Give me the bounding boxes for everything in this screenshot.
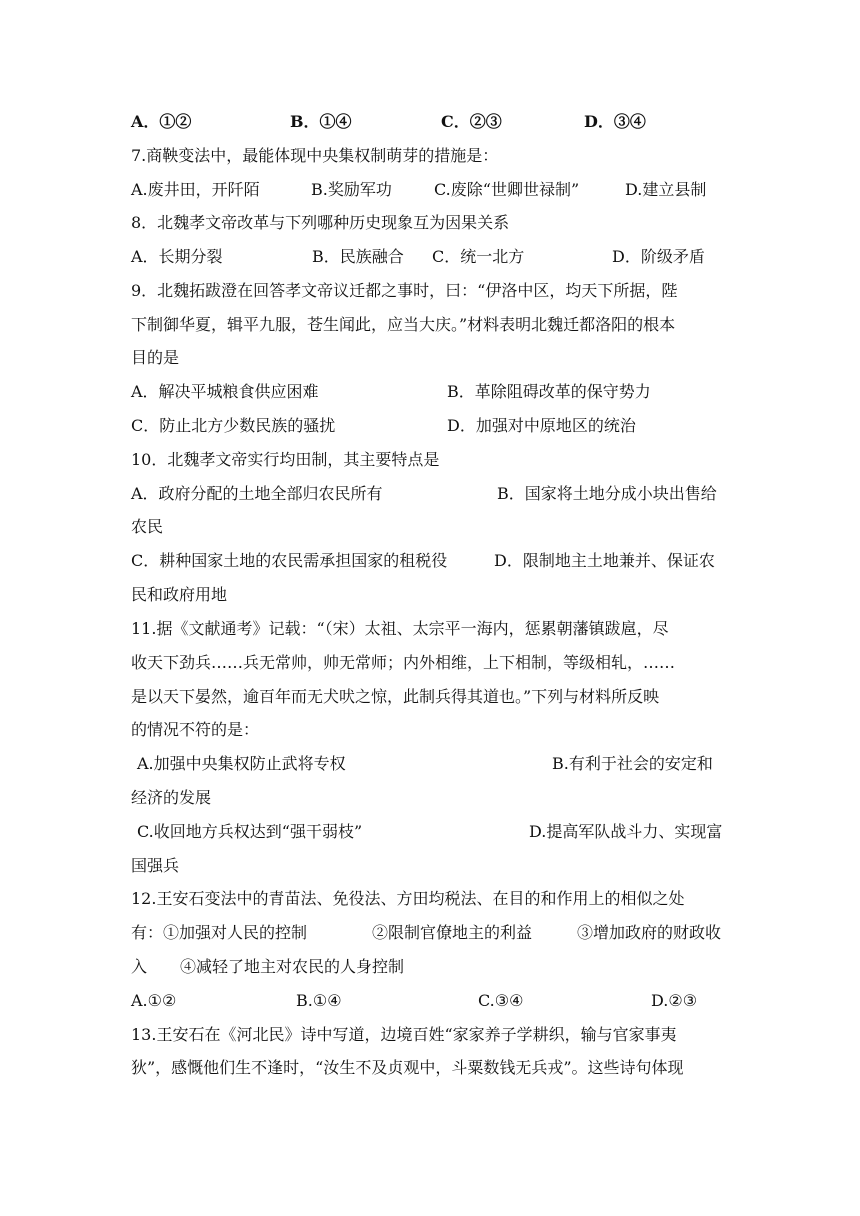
q12-option-d: D.②③ bbox=[651, 991, 698, 1010]
q6-option-b: B．①④ bbox=[290, 112, 352, 131]
q7-option-a: A.废井田，开阡陌 bbox=[131, 180, 260, 199]
q12-option-c: C.③④ bbox=[478, 991, 524, 1010]
q12-item-4: ④减轻了地主对农民的人身控制 bbox=[180, 957, 405, 976]
q11-option-a: A.加强中央集权防止武将专权 bbox=[137, 754, 346, 773]
q6-option-a: A．①② bbox=[131, 112, 192, 131]
q10-option-d: D．限制地主土地兼并、保证农 bbox=[494, 551, 715, 570]
q10-option-a: A．政府分配的土地全部归农民所有 bbox=[131, 484, 383, 503]
q12-option-a: A.①② bbox=[131, 991, 177, 1010]
q12-item-2: ②限制官僚地主的利益 bbox=[372, 923, 533, 942]
q12-item-3-wrap: 入 bbox=[131, 957, 148, 976]
q8-option-c: C．统一北方 bbox=[432, 247, 525, 266]
q9-stem-line-3: 目的是 bbox=[131, 348, 180, 367]
q12-item-1: 有：①加强对人民的控制 bbox=[131, 923, 308, 942]
q11-option-b: B.有利于社会的安定和 bbox=[552, 754, 713, 773]
q9-option-a: A．解决平城粮食供应困难 bbox=[131, 382, 319, 401]
q8-stem: 8．北魏孝文帝改革与下列哪种历史现象互为因果关系 bbox=[131, 213, 510, 232]
q11-option-c: C.收回地方兵权达到“强干弱枝” bbox=[137, 822, 363, 841]
q11-stem-line-2: 收天下劲兵……兵无常帅，帅无常师；内外相维，上下相制，等级相轧，…… bbox=[131, 653, 676, 672]
q7-option-b: B.奖励军功 bbox=[311, 180, 392, 199]
q7-option-c: C.废除“世卿世禄制” bbox=[434, 180, 580, 199]
q10-option-d-wrap: 民和政府用地 bbox=[131, 585, 228, 604]
q8-option-b: B．民族融合 bbox=[312, 247, 404, 266]
q13-stem-line-1: 13.王安石在《河北民》诗中写道，边境百姓“家家养子学耕织，输与官家事夷 bbox=[131, 1025, 677, 1044]
q9-stem-line-1: 9．北魏拓跋澄在回答孝文帝议迁都之事时，曰：“伊洛中区，均天下所据，陛 bbox=[131, 281, 678, 300]
q8-option-a: A．长期分裂 bbox=[131, 247, 223, 266]
q8-option-d: D．阶级矛盾 bbox=[612, 247, 705, 266]
q11-option-d: D.提高军队战斗力、实现富 bbox=[529, 822, 723, 841]
q7-option-d: D.建立县制 bbox=[625, 180, 707, 199]
q11-stem-line-3: 是以天下晏然，逾百年而无犬吠之惊，此制兵得其道也。”下列与材料所反映 bbox=[131, 687, 660, 706]
q9-stem-line-2: 下制御华夏，辑平九服，苍生闻此，应当大庆。”材料表明北魏迁都洛阳的根本 bbox=[131, 315, 676, 334]
q9-option-c: C．防止北方少数民族的骚扰 bbox=[131, 416, 336, 435]
q10-option-b-wrap: 农民 bbox=[131, 517, 164, 536]
q12-item-3: ③增加政府的财政收 bbox=[577, 923, 722, 942]
q12-option-b: B.①④ bbox=[296, 991, 342, 1010]
q12-stem-line-1: 12.王安石变法中的青苗法、免役法、方田均税法、在目的和作用上的相似之处 bbox=[131, 889, 685, 908]
q11-option-d-wrap: 国强兵 bbox=[131, 856, 180, 875]
q11-stem-line-1: 11.据《文献通考》记载：“（宋）太祖、太宗平一海内，惩累朝藩镇跋扈，尽 bbox=[131, 619, 669, 638]
q6-option-d: D．③④ bbox=[584, 112, 646, 131]
q11-option-b-wrap: 经济的发展 bbox=[131, 788, 212, 807]
q10-stem: 10．北魏孝文帝实行均田制，其主要特点是 bbox=[131, 450, 440, 469]
q7-stem: 7.商鞅变法中，最能体现中央集权制萌芽的措施是： bbox=[131, 146, 499, 165]
q11-stem-line-4: 的情况不符的是： bbox=[131, 720, 260, 739]
q9-option-b: B．革除阻碍改革的保守势力 bbox=[447, 382, 651, 401]
q10-option-b: B．国家将土地分成小块出售给 bbox=[497, 484, 717, 503]
q9-option-d: D．加强对中原地区的统治 bbox=[447, 416, 636, 435]
q6-option-c: C．②③ bbox=[441, 112, 502, 131]
q13-stem-line-2: 狄”，感慨他们生不逢时，“汝生不及贞观中，斗粟数钱无兵戎”。这些诗句体现 bbox=[131, 1058, 684, 1077]
q10-option-c: C．耕种国家土地的农民需承担国家的租税役 bbox=[131, 551, 448, 570]
